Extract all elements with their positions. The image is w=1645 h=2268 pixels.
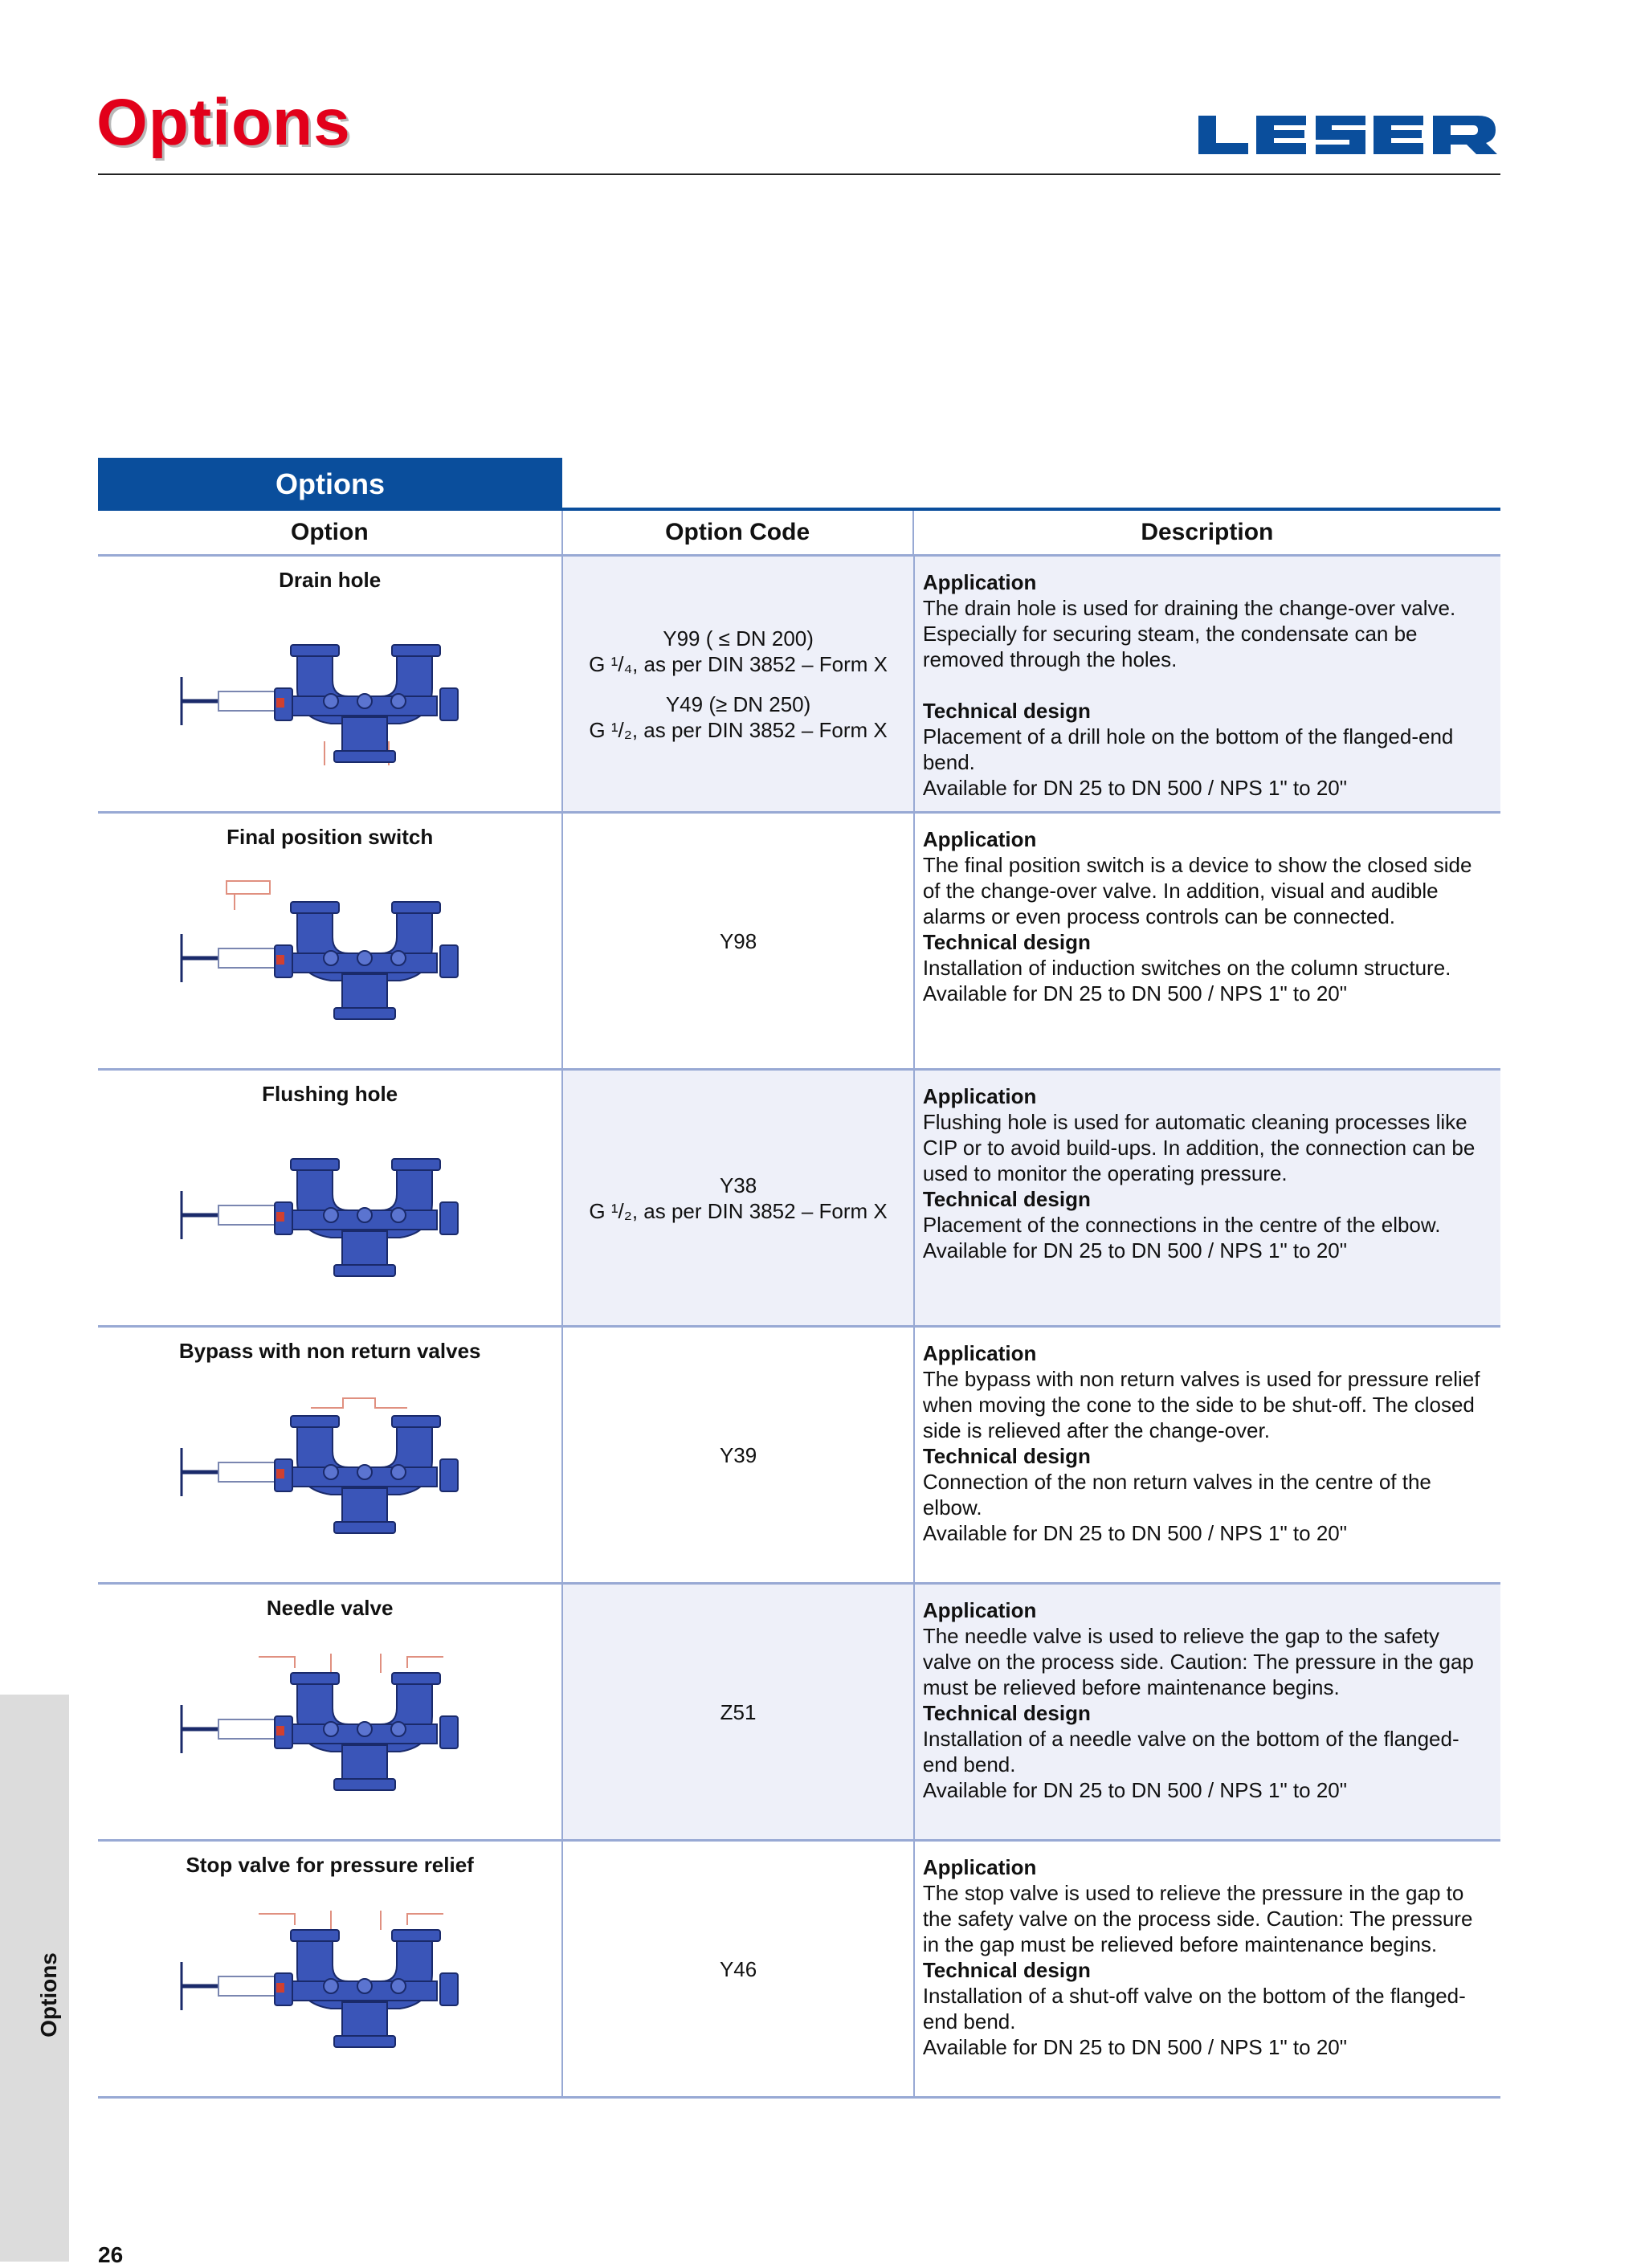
option-code-cell	[561, 1071, 913, 1325]
option-code-line: Z51	[720, 1699, 757, 1724]
description-cell	[913, 1585, 1500, 1839]
option-name: Bypass with non return valves	[178, 1339, 481, 1363]
page-number: 26	[98, 2242, 124, 2267]
option-name: Flushing hole	[262, 1082, 398, 1106]
valve-illustration	[170, 878, 508, 1042]
option-cell	[98, 1842, 561, 2096]
option-code-line: Y46	[719, 1956, 757, 1981]
leser-logo	[1195, 112, 1500, 157]
technical-design-text: Placement of a drill hole on the bottom of the flanged-end bend.	[922, 724, 1454, 774]
technical-design-heading: Technical design	[922, 1187, 1091, 1211]
application-heading: Application	[922, 1084, 1037, 1108]
option-name: Drain hole	[279, 568, 382, 592]
col-code-header: Option Code	[561, 511, 912, 554]
option-name: Needle valve	[266, 1596, 394, 1620]
options-band: Options	[98, 458, 562, 511]
option-cell	[98, 1585, 561, 1839]
option-cell	[98, 1071, 561, 1325]
description-cell	[913, 557, 1500, 811]
table-row	[98, 1328, 1500, 1585]
availability-text: Available for DN 25 to DN 500 / NPS 1" to 20"	[922, 1521, 1347, 1545]
valve-illustration	[170, 1135, 508, 1299]
option-code-cell	[561, 814, 913, 1068]
technical-design-heading: Technical design	[922, 930, 1091, 954]
table-row	[98, 557, 1500, 814]
table-header	[98, 511, 1500, 557]
technical-design-heading: Technical design	[922, 1958, 1091, 1982]
options-table	[98, 511, 1500, 2099]
technical-design-heading: Technical design	[922, 1701, 1091, 1725]
technical-design-text: Connection of the non return valves in the centre of the elbow.	[922, 1470, 1431, 1519]
table-row	[98, 1842, 1500, 2099]
availability-text: Available for DN 25 to DN 500 / NPS 1" to 20"	[922, 1238, 1347, 1262]
technical-design-text: Installation of induction switches on the column structure.	[922, 956, 1451, 980]
table-body	[98, 557, 1500, 2099]
option-code-cell	[561, 557, 913, 811]
application-heading: Application	[922, 1598, 1037, 1622]
table-row	[98, 1071, 1500, 1328]
valve-illustration	[170, 1392, 508, 1556]
technical-design-text: Installation of a needle valve on the bottom of the flanged-end bend.	[922, 1727, 1459, 1776]
application-text: Flushing hole is used for automatic cleaning processes like CIP or to avoid build-ups. In addition, the connection can be used to monitor the operating pressure.	[922, 1110, 1476, 1185]
table-row	[98, 1585, 1500, 1842]
option-code-line: G ¹/₂, as per DIN 3852 – Form X	[589, 1198, 888, 1223]
col-option-header: Option	[291, 519, 369, 545]
availability-text: Available for DN 25 to DN 500 / NPS 1" to 20"	[922, 1778, 1347, 1802]
application-text: The final position switch is a device to show the closed side of the change-over valve. In addition, visual and audible alarms or even process controls can be connected.	[922, 853, 1472, 928]
title-rule	[98, 173, 1500, 175]
option-code-line: G ¹/₄, as per DIN 3852 – Form X	[589, 651, 888, 676]
option-code-line: Y38	[719, 1173, 757, 1197]
valve-illustration	[170, 621, 508, 785]
application-text: The needle valve is used to relieve the gap to the safety valve on the process side. Caution: The pressure in the gap must be relieved before maintenance begins.	[922, 1624, 1474, 1699]
table-row	[98, 814, 1500, 1071]
option-code-line: Y99 ( ≤ DN 200)	[663, 626, 814, 651]
valve-illustration	[170, 1649, 508, 1813]
application-heading: Application	[922, 827, 1037, 851]
description-cell	[913, 814, 1500, 1068]
technical-design-text: Installation of a shut-off valve on the bottom of the flanged-end bend.	[922, 1984, 1466, 2033]
application-heading: Application	[922, 1855, 1037, 1879]
option-cell	[98, 814, 561, 1068]
application-text: The bypass with non return valves is used for pressure relief when moving the cone to the side to be shut-off. The closed side is relieved after the change-over.	[922, 1367, 1480, 1442]
application-heading: Application	[922, 1341, 1037, 1365]
option-code-cell	[561, 1585, 913, 1839]
option-name: Final position switch	[227, 825, 434, 849]
option-code-cell	[561, 1328, 913, 1582]
option-code-line: Y49 (≥ DN 250)	[665, 691, 811, 716]
technical-design-text: Placement of the connections in the centre of the elbow.	[922, 1213, 1441, 1237]
col-desc-header: Description	[912, 511, 1500, 554]
availability-text: Available for DN 25 to DN 500 / NPS 1" to 20"	[922, 981, 1347, 1006]
technical-design-heading: Technical design	[922, 699, 1091, 723]
application-text: The drain hole is used for draining the change-over valve. Especially for securing steam, the condensate can be removed through the holes.	[922, 596, 1456, 671]
description-cell	[913, 1328, 1500, 1582]
technical-design-heading: Technical design	[922, 1444, 1091, 1468]
application-text: The stop valve is used to relieve the pressure in the gap to the safety valve on the process side. Caution: The pressure in the gap must be relieved before maintenance begins.	[922, 1881, 1473, 1956]
option-code-line: Y39	[719, 1442, 757, 1467]
application-heading: Application	[922, 570, 1037, 594]
option-code-line: Y98	[719, 928, 757, 953]
description-cell	[913, 1842, 1500, 2096]
option-code-cell	[561, 1842, 913, 2096]
availability-text: Available for DN 25 to DN 500 / NPS 1" to 20"	[922, 2035, 1347, 2059]
option-name: Stop valve for pressure relief	[186, 1853, 474, 1877]
availability-text: Available for DN 25 to DN 500 / NPS 1" to 20"	[922, 776, 1347, 800]
page-title: Options	[96, 86, 351, 159]
option-cell	[98, 557, 561, 811]
side-tab-label: Options	[35, 1952, 61, 2038]
option-cell	[98, 1328, 561, 1582]
option-code-line: G ¹/₂, as per DIN 3852 – Form X	[589, 717, 888, 742]
description-cell	[913, 1071, 1500, 1325]
valve-illustration	[170, 1906, 508, 2070]
